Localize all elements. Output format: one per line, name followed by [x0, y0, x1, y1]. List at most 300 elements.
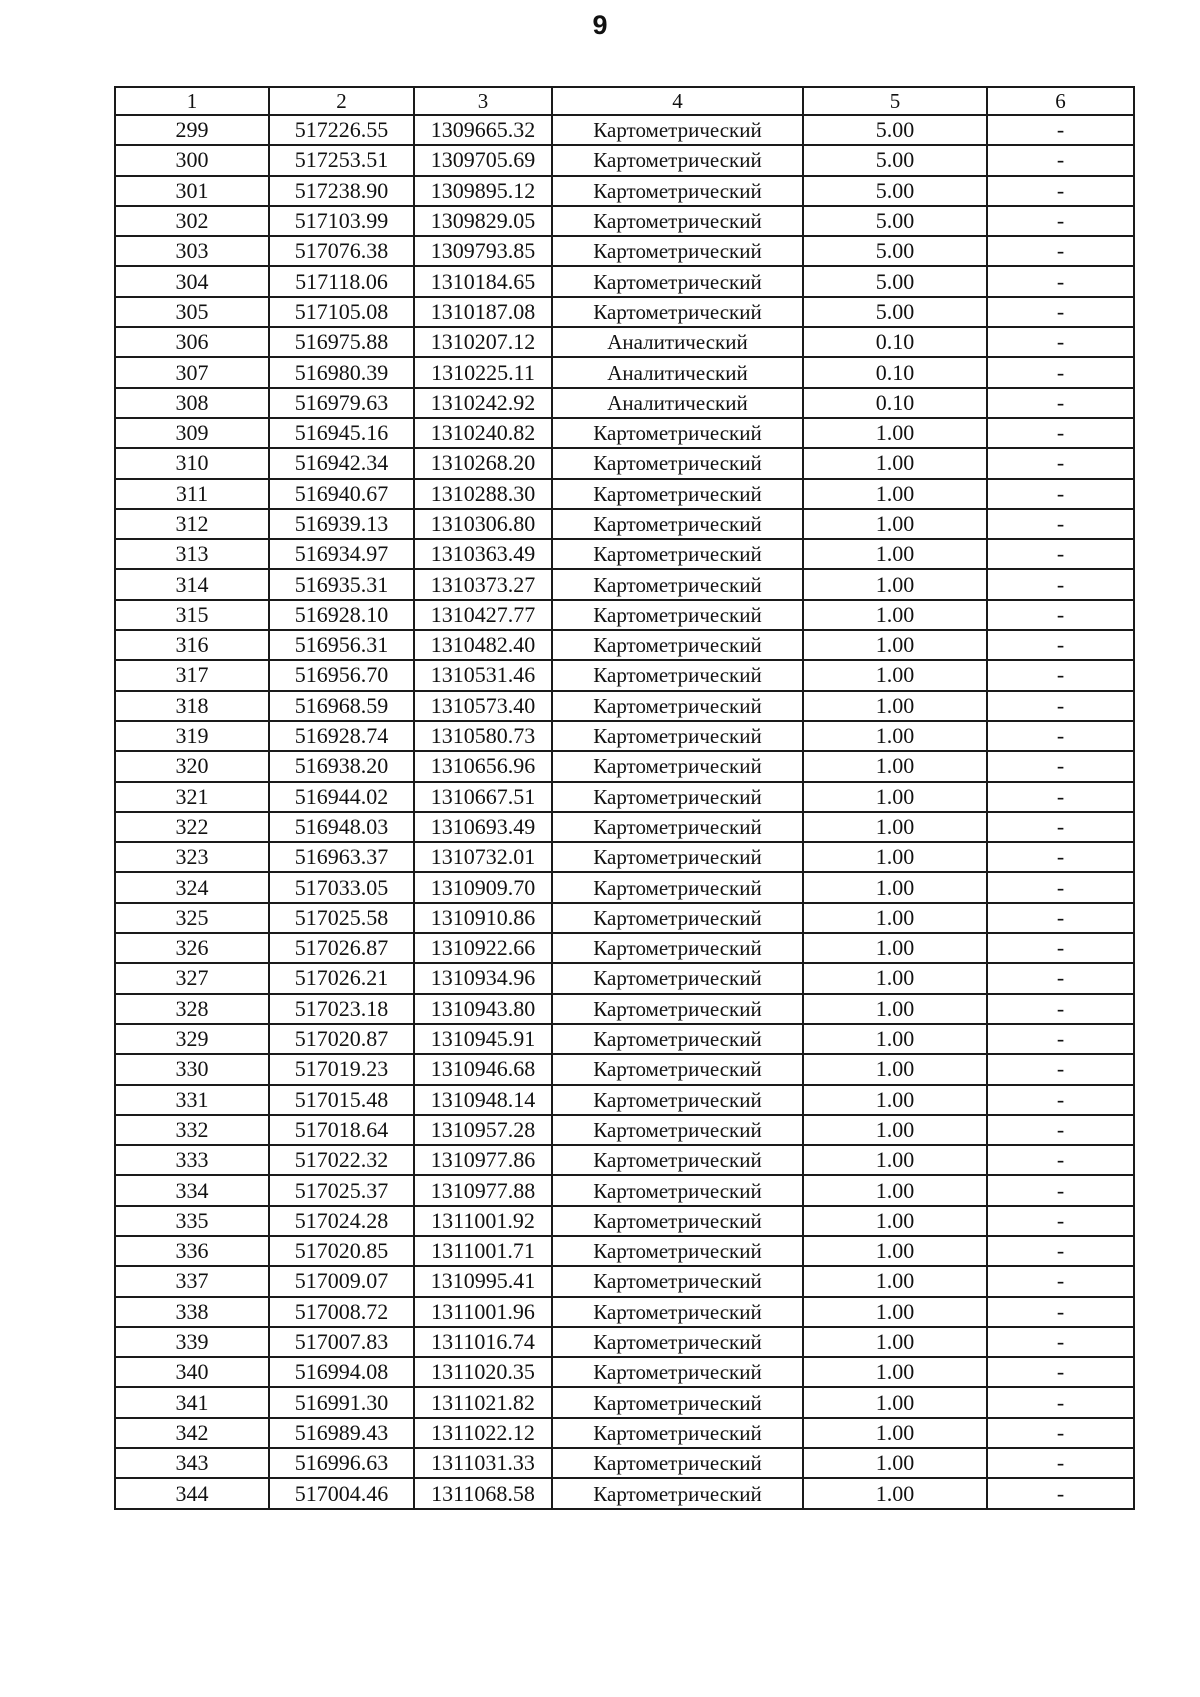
- method-cell: Картометрический: [552, 1297, 803, 1327]
- point-number-cell: 324: [115, 872, 269, 902]
- table-row: [115, 1115, 1134, 1145]
- point-number-cell: 323: [115, 842, 269, 872]
- accuracy-cell: 1.00: [803, 1024, 987, 1054]
- accuracy-cell: 0.10: [803, 327, 987, 357]
- description-cell: -: [987, 691, 1134, 721]
- header-cell-col-2: 2: [269, 87, 414, 115]
- y-coordinate-cell: 1311031.33: [414, 1448, 552, 1478]
- table-row: [115, 266, 1134, 296]
- point-number-cell: 325: [115, 903, 269, 933]
- accuracy-cell: 1.00: [803, 1357, 987, 1387]
- page-number: 9: [592, 10, 608, 40]
- table-row: [115, 630, 1134, 660]
- point-number-cell: 328: [115, 994, 269, 1024]
- description-cell: -: [987, 903, 1134, 933]
- point-number-cell: 300: [115, 145, 269, 175]
- y-coordinate-cell: 1311021.82: [414, 1387, 552, 1417]
- x-coordinate-cell: 517238.90: [269, 176, 414, 206]
- y-coordinate-cell: 1311001.71: [414, 1236, 552, 1266]
- accuracy-cell: 1.00: [803, 1418, 987, 1448]
- table-body: [115, 115, 1134, 1509]
- description-cell: -: [987, 1206, 1134, 1236]
- accuracy-cell: 1.00: [803, 691, 987, 721]
- y-coordinate-cell: 1310531.46: [414, 660, 552, 690]
- table-row: [115, 782, 1134, 812]
- header-cell-col-4: 4: [552, 87, 803, 115]
- description-cell: -: [987, 266, 1134, 296]
- table-row: [115, 448, 1134, 478]
- y-coordinate-cell: 1310225.11: [414, 357, 552, 387]
- description-cell: -: [987, 115, 1134, 145]
- description-cell: -: [987, 206, 1134, 236]
- description-cell: -: [987, 327, 1134, 357]
- y-coordinate-cell: 1310268.20: [414, 448, 552, 478]
- table-row: [115, 1085, 1134, 1115]
- x-coordinate-cell: 516956.31: [269, 630, 414, 660]
- description-cell: -: [987, 963, 1134, 993]
- y-coordinate-cell: 1310922.66: [414, 933, 552, 963]
- table-row: [115, 145, 1134, 175]
- description-cell: -: [987, 479, 1134, 509]
- description-cell: -: [987, 1297, 1134, 1327]
- method-cell: Картометрический: [552, 1206, 803, 1236]
- method-cell: Аналитический: [552, 388, 803, 418]
- method-cell: Картометрический: [552, 1085, 803, 1115]
- x-coordinate-cell: 517026.21: [269, 963, 414, 993]
- point-number-cell: 338: [115, 1297, 269, 1327]
- point-number-cell: 334: [115, 1175, 269, 1205]
- x-coordinate-cell: 517009.07: [269, 1266, 414, 1296]
- method-cell: Картометрический: [552, 115, 803, 145]
- method-cell: Картометрический: [552, 1266, 803, 1296]
- method-cell: Картометрический: [552, 1236, 803, 1266]
- accuracy-cell: 1.00: [803, 812, 987, 842]
- accuracy-cell: 1.00: [803, 479, 987, 509]
- table-row: [115, 1266, 1134, 1296]
- method-cell: Картометрический: [552, 145, 803, 175]
- description-cell: -: [987, 448, 1134, 478]
- description-cell: -: [987, 1387, 1134, 1417]
- header-cell-col-3: 3: [414, 87, 552, 115]
- description-cell: -: [987, 872, 1134, 902]
- header-cell-col-1: 1: [115, 87, 269, 115]
- table-row: [115, 1175, 1134, 1205]
- point-number-cell: 308: [115, 388, 269, 418]
- accuracy-cell: 1.00: [803, 994, 987, 1024]
- point-number-cell: 331: [115, 1085, 269, 1115]
- accuracy-cell: 1.00: [803, 963, 987, 993]
- method-cell: Картометрический: [552, 1387, 803, 1417]
- y-coordinate-cell: 1310427.77: [414, 600, 552, 630]
- x-coordinate-cell: 516928.74: [269, 721, 414, 751]
- point-number-cell: 343: [115, 1448, 269, 1478]
- description-cell: -: [987, 236, 1134, 266]
- table-row: [115, 1357, 1134, 1387]
- header-cell-col-6: 6: [987, 87, 1134, 115]
- point-number-cell: 318: [115, 691, 269, 721]
- point-number-cell: 302: [115, 206, 269, 236]
- description-cell: -: [987, 1054, 1134, 1084]
- accuracy-cell: 1.00: [803, 1145, 987, 1175]
- x-coordinate-cell: 517033.05: [269, 872, 414, 902]
- table-row: [115, 933, 1134, 963]
- point-number-cell: 336: [115, 1236, 269, 1266]
- x-coordinate-cell: 516948.03: [269, 812, 414, 842]
- table-header-row: [115, 87, 1134, 115]
- method-cell: Картометрический: [552, 1448, 803, 1478]
- description-cell: -: [987, 600, 1134, 630]
- accuracy-cell: 5.00: [803, 176, 987, 206]
- table-row: [115, 600, 1134, 630]
- table-row: [115, 115, 1134, 145]
- method-cell: Аналитический: [552, 327, 803, 357]
- y-coordinate-cell: 1310667.51: [414, 782, 552, 812]
- table-row: [115, 842, 1134, 872]
- point-number-cell: 303: [115, 236, 269, 266]
- description-cell: -: [987, 660, 1134, 690]
- point-number-cell: 341: [115, 1387, 269, 1417]
- point-number-cell: 327: [115, 963, 269, 993]
- y-coordinate-cell: 1310187.08: [414, 297, 552, 327]
- description-cell: -: [987, 388, 1134, 418]
- x-coordinate-cell: 516944.02: [269, 782, 414, 812]
- accuracy-cell: 5.00: [803, 145, 987, 175]
- description-cell: -: [987, 812, 1134, 842]
- method-cell: Картометрический: [552, 418, 803, 448]
- accuracy-cell: 1.00: [803, 1478, 987, 1508]
- y-coordinate-cell: 1310656.96: [414, 751, 552, 781]
- description-cell: -: [987, 176, 1134, 206]
- description-cell: -: [987, 933, 1134, 963]
- y-coordinate-cell: 1309793.85: [414, 236, 552, 266]
- method-cell: Картометрический: [552, 994, 803, 1024]
- method-cell: Картометрический: [552, 176, 803, 206]
- table-row: [115, 297, 1134, 327]
- description-cell: -: [987, 1115, 1134, 1145]
- y-coordinate-cell: 1310943.80: [414, 994, 552, 1024]
- method-cell: Картометрический: [552, 1418, 803, 1448]
- x-coordinate-cell: 517008.72: [269, 1297, 414, 1327]
- x-coordinate-cell: 517103.99: [269, 206, 414, 236]
- x-coordinate-cell: 517020.85: [269, 1236, 414, 1266]
- y-coordinate-cell: 1310934.96: [414, 963, 552, 993]
- y-coordinate-cell: 1310573.40: [414, 691, 552, 721]
- y-coordinate-cell: 1310910.86: [414, 903, 552, 933]
- x-coordinate-cell: 516928.10: [269, 600, 414, 630]
- accuracy-cell: 1.00: [803, 933, 987, 963]
- y-coordinate-cell: 1310909.70: [414, 872, 552, 902]
- method-cell: Картометрический: [552, 539, 803, 569]
- y-coordinate-cell: 1310957.28: [414, 1115, 552, 1145]
- x-coordinate-cell: 517007.83: [269, 1327, 414, 1357]
- x-coordinate-cell: 516994.08: [269, 1357, 414, 1387]
- accuracy-cell: 1.00: [803, 1387, 987, 1417]
- accuracy-cell: 1.00: [803, 1297, 987, 1327]
- description-cell: -: [987, 1448, 1134, 1478]
- coordinates-table: [114, 86, 1135, 1510]
- method-cell: Картометрический: [552, 751, 803, 781]
- y-coordinate-cell: 1310306.80: [414, 509, 552, 539]
- table-row: [115, 903, 1134, 933]
- method-cell: Картометрический: [552, 691, 803, 721]
- y-coordinate-cell: 1309705.69: [414, 145, 552, 175]
- point-number-cell: 306: [115, 327, 269, 357]
- accuracy-cell: 1.00: [803, 721, 987, 751]
- accuracy-cell: 1.00: [803, 872, 987, 902]
- y-coordinate-cell: 1310995.41: [414, 1266, 552, 1296]
- y-coordinate-cell: 1310184.65: [414, 266, 552, 296]
- point-number-cell: 344: [115, 1478, 269, 1508]
- method-cell: Картометрический: [552, 448, 803, 478]
- y-coordinate-cell: 1310693.49: [414, 812, 552, 842]
- y-coordinate-cell: 1311001.92: [414, 1206, 552, 1236]
- table-row: [115, 418, 1134, 448]
- description-cell: -: [987, 539, 1134, 569]
- x-coordinate-cell: 516940.67: [269, 479, 414, 509]
- x-coordinate-cell: 517025.58: [269, 903, 414, 933]
- point-number-cell: 316: [115, 630, 269, 660]
- table-row: [115, 1145, 1134, 1175]
- method-cell: Картометрический: [552, 600, 803, 630]
- point-number-cell: 329: [115, 1024, 269, 1054]
- x-coordinate-cell: 517253.51: [269, 145, 414, 175]
- y-coordinate-cell: 1311068.58: [414, 1478, 552, 1508]
- y-coordinate-cell: 1310482.40: [414, 630, 552, 660]
- method-cell: Картометрический: [552, 1478, 803, 1508]
- method-cell: Картометрический: [552, 842, 803, 872]
- description-cell: -: [987, 994, 1134, 1024]
- table-row: [115, 1478, 1134, 1508]
- accuracy-cell: 1.00: [803, 1266, 987, 1296]
- table-row: [115, 569, 1134, 599]
- method-cell: Картометрический: [552, 630, 803, 660]
- point-number-cell: 311: [115, 479, 269, 509]
- y-coordinate-cell: 1310977.88: [414, 1175, 552, 1205]
- x-coordinate-cell: 517022.32: [269, 1145, 414, 1175]
- method-cell: Картометрический: [552, 236, 803, 266]
- table-row: [115, 206, 1134, 236]
- accuracy-cell: 1.00: [803, 600, 987, 630]
- description-cell: -: [987, 751, 1134, 781]
- accuracy-cell: 5.00: [803, 236, 987, 266]
- accuracy-cell: 1.00: [803, 1085, 987, 1115]
- description-cell: -: [987, 509, 1134, 539]
- description-cell: -: [987, 569, 1134, 599]
- description-cell: -: [987, 1175, 1134, 1205]
- x-coordinate-cell: 516938.20: [269, 751, 414, 781]
- x-coordinate-cell: 516975.88: [269, 327, 414, 357]
- point-number-cell: 332: [115, 1115, 269, 1145]
- x-coordinate-cell: 517019.23: [269, 1054, 414, 1084]
- point-number-cell: 335: [115, 1206, 269, 1236]
- x-coordinate-cell: 517020.87: [269, 1024, 414, 1054]
- y-coordinate-cell: 1310240.82: [414, 418, 552, 448]
- description-cell: -: [987, 1357, 1134, 1387]
- accuracy-cell: 0.10: [803, 388, 987, 418]
- point-number-cell: 322: [115, 812, 269, 842]
- table-row: [115, 1387, 1134, 1417]
- accuracy-cell: 5.00: [803, 266, 987, 296]
- accuracy-cell: 0.10: [803, 357, 987, 387]
- table-row: [115, 812, 1134, 842]
- y-coordinate-cell: 1311022.12: [414, 1418, 552, 1448]
- point-number-cell: 337: [115, 1266, 269, 1296]
- x-coordinate-cell: 516989.43: [269, 1418, 414, 1448]
- table-row: [115, 721, 1134, 751]
- x-coordinate-cell: 517226.55: [269, 115, 414, 145]
- accuracy-cell: 1.00: [803, 660, 987, 690]
- y-coordinate-cell: 1309665.32: [414, 115, 552, 145]
- x-coordinate-cell: 516934.97: [269, 539, 414, 569]
- table-row: [115, 1054, 1134, 1084]
- table-row: [115, 479, 1134, 509]
- accuracy-cell: 5.00: [803, 206, 987, 236]
- description-cell: -: [987, 782, 1134, 812]
- x-coordinate-cell: 516945.16: [269, 418, 414, 448]
- x-coordinate-cell: 517025.37: [269, 1175, 414, 1205]
- x-coordinate-cell: 516935.31: [269, 569, 414, 599]
- description-cell: -: [987, 418, 1134, 448]
- y-coordinate-cell: 1310373.27: [414, 569, 552, 599]
- point-number-cell: 309: [115, 418, 269, 448]
- method-cell: Картометрический: [552, 509, 803, 539]
- y-coordinate-cell: 1311020.35: [414, 1357, 552, 1387]
- y-coordinate-cell: 1311001.96: [414, 1297, 552, 1327]
- description-cell: -: [987, 721, 1134, 751]
- description-cell: -: [987, 1478, 1134, 1508]
- y-coordinate-cell: 1310242.92: [414, 388, 552, 418]
- accuracy-cell: 1.00: [803, 782, 987, 812]
- point-number-cell: 299: [115, 115, 269, 145]
- point-number-cell: 305: [115, 297, 269, 327]
- table-row: [115, 1448, 1134, 1478]
- accuracy-cell: 1.00: [803, 1448, 987, 1478]
- x-coordinate-cell: 516963.37: [269, 842, 414, 872]
- point-number-cell: 333: [115, 1145, 269, 1175]
- point-number-cell: 330: [115, 1054, 269, 1084]
- y-coordinate-cell: 1310288.30: [414, 479, 552, 509]
- table-row: [115, 1418, 1134, 1448]
- x-coordinate-cell: 516942.34: [269, 448, 414, 478]
- point-number-cell: 317: [115, 660, 269, 690]
- point-number-cell: 301: [115, 176, 269, 206]
- method-cell: Картометрический: [552, 782, 803, 812]
- point-number-cell: 320: [115, 751, 269, 781]
- description-cell: -: [987, 357, 1134, 387]
- point-number-cell: 321: [115, 782, 269, 812]
- accuracy-cell: 1.00: [803, 1236, 987, 1266]
- table-row: [115, 539, 1134, 569]
- accuracy-cell: 1.00: [803, 539, 987, 569]
- table-row: [115, 1206, 1134, 1236]
- description-cell: -: [987, 1418, 1134, 1448]
- description-cell: -: [987, 1085, 1134, 1115]
- table-row: [115, 509, 1134, 539]
- x-coordinate-cell: 516980.39: [269, 357, 414, 387]
- table-row: [115, 236, 1134, 266]
- table-row: [115, 691, 1134, 721]
- method-cell: Картометрический: [552, 1357, 803, 1387]
- method-cell: Картометрический: [552, 479, 803, 509]
- x-coordinate-cell: 516956.70: [269, 660, 414, 690]
- method-cell: Картометрический: [552, 266, 803, 296]
- point-number-cell: 304: [115, 266, 269, 296]
- table-header: [115, 87, 1134, 115]
- point-number-cell: 315: [115, 600, 269, 630]
- method-cell: Картометрический: [552, 1115, 803, 1145]
- table-row: [115, 357, 1134, 387]
- accuracy-cell: 1.00: [803, 630, 987, 660]
- point-number-cell: 314: [115, 569, 269, 599]
- description-cell: -: [987, 145, 1134, 175]
- method-cell: Картометрический: [552, 1054, 803, 1084]
- method-cell: Картометрический: [552, 660, 803, 690]
- table-row: [115, 388, 1134, 418]
- table-row: [115, 1327, 1134, 1357]
- method-cell: Картометрический: [552, 297, 803, 327]
- method-cell: Картометрический: [552, 206, 803, 236]
- table-row: [115, 660, 1134, 690]
- description-cell: -: [987, 297, 1134, 327]
- x-coordinate-cell: 516996.63: [269, 1448, 414, 1478]
- x-coordinate-cell: 516991.30: [269, 1387, 414, 1417]
- accuracy-cell: 1.00: [803, 1175, 987, 1205]
- table-row: [115, 1236, 1134, 1266]
- point-number-cell: 342: [115, 1418, 269, 1448]
- description-cell: -: [987, 1327, 1134, 1357]
- method-cell: Картометрический: [552, 963, 803, 993]
- method-cell: Картометрический: [552, 1145, 803, 1175]
- point-number-cell: 326: [115, 933, 269, 963]
- header-cell-col-5: 5: [803, 87, 987, 115]
- table-row: [115, 1024, 1134, 1054]
- x-coordinate-cell: 517024.28: [269, 1206, 414, 1236]
- x-coordinate-cell: 517076.38: [269, 236, 414, 266]
- x-coordinate-cell: 517018.64: [269, 1115, 414, 1145]
- y-coordinate-cell: 1310977.86: [414, 1145, 552, 1175]
- description-cell: -: [987, 630, 1134, 660]
- y-coordinate-cell: 1310732.01: [414, 842, 552, 872]
- accuracy-cell: 1.00: [803, 448, 987, 478]
- y-coordinate-cell: 1310945.91: [414, 1024, 552, 1054]
- point-number-cell: 307: [115, 357, 269, 387]
- accuracy-cell: 1.00: [803, 1054, 987, 1084]
- point-number-cell: 313: [115, 539, 269, 569]
- point-number-cell: 310: [115, 448, 269, 478]
- point-number-cell: 312: [115, 509, 269, 539]
- method-cell: Картометрический: [552, 812, 803, 842]
- point-number-cell: 339: [115, 1327, 269, 1357]
- x-coordinate-cell: 516968.59: [269, 691, 414, 721]
- method-cell: Картометрический: [552, 933, 803, 963]
- description-cell: -: [987, 1145, 1134, 1175]
- x-coordinate-cell: 517105.08: [269, 297, 414, 327]
- accuracy-cell: 1.00: [803, 1206, 987, 1236]
- description-cell: -: [987, 1266, 1134, 1296]
- accuracy-cell: 5.00: [803, 115, 987, 145]
- point-number-cell: 319: [115, 721, 269, 751]
- accuracy-cell: 1.00: [803, 1327, 987, 1357]
- method-cell: Картометрический: [552, 903, 803, 933]
- x-coordinate-cell: 517026.87: [269, 933, 414, 963]
- method-cell: Картометрический: [552, 569, 803, 599]
- accuracy-cell: 1.00: [803, 903, 987, 933]
- method-cell: Картометрический: [552, 1024, 803, 1054]
- description-cell: -: [987, 1024, 1134, 1054]
- table-row: [115, 994, 1134, 1024]
- x-coordinate-cell: 517118.06: [269, 266, 414, 296]
- description-cell: -: [987, 1236, 1134, 1266]
